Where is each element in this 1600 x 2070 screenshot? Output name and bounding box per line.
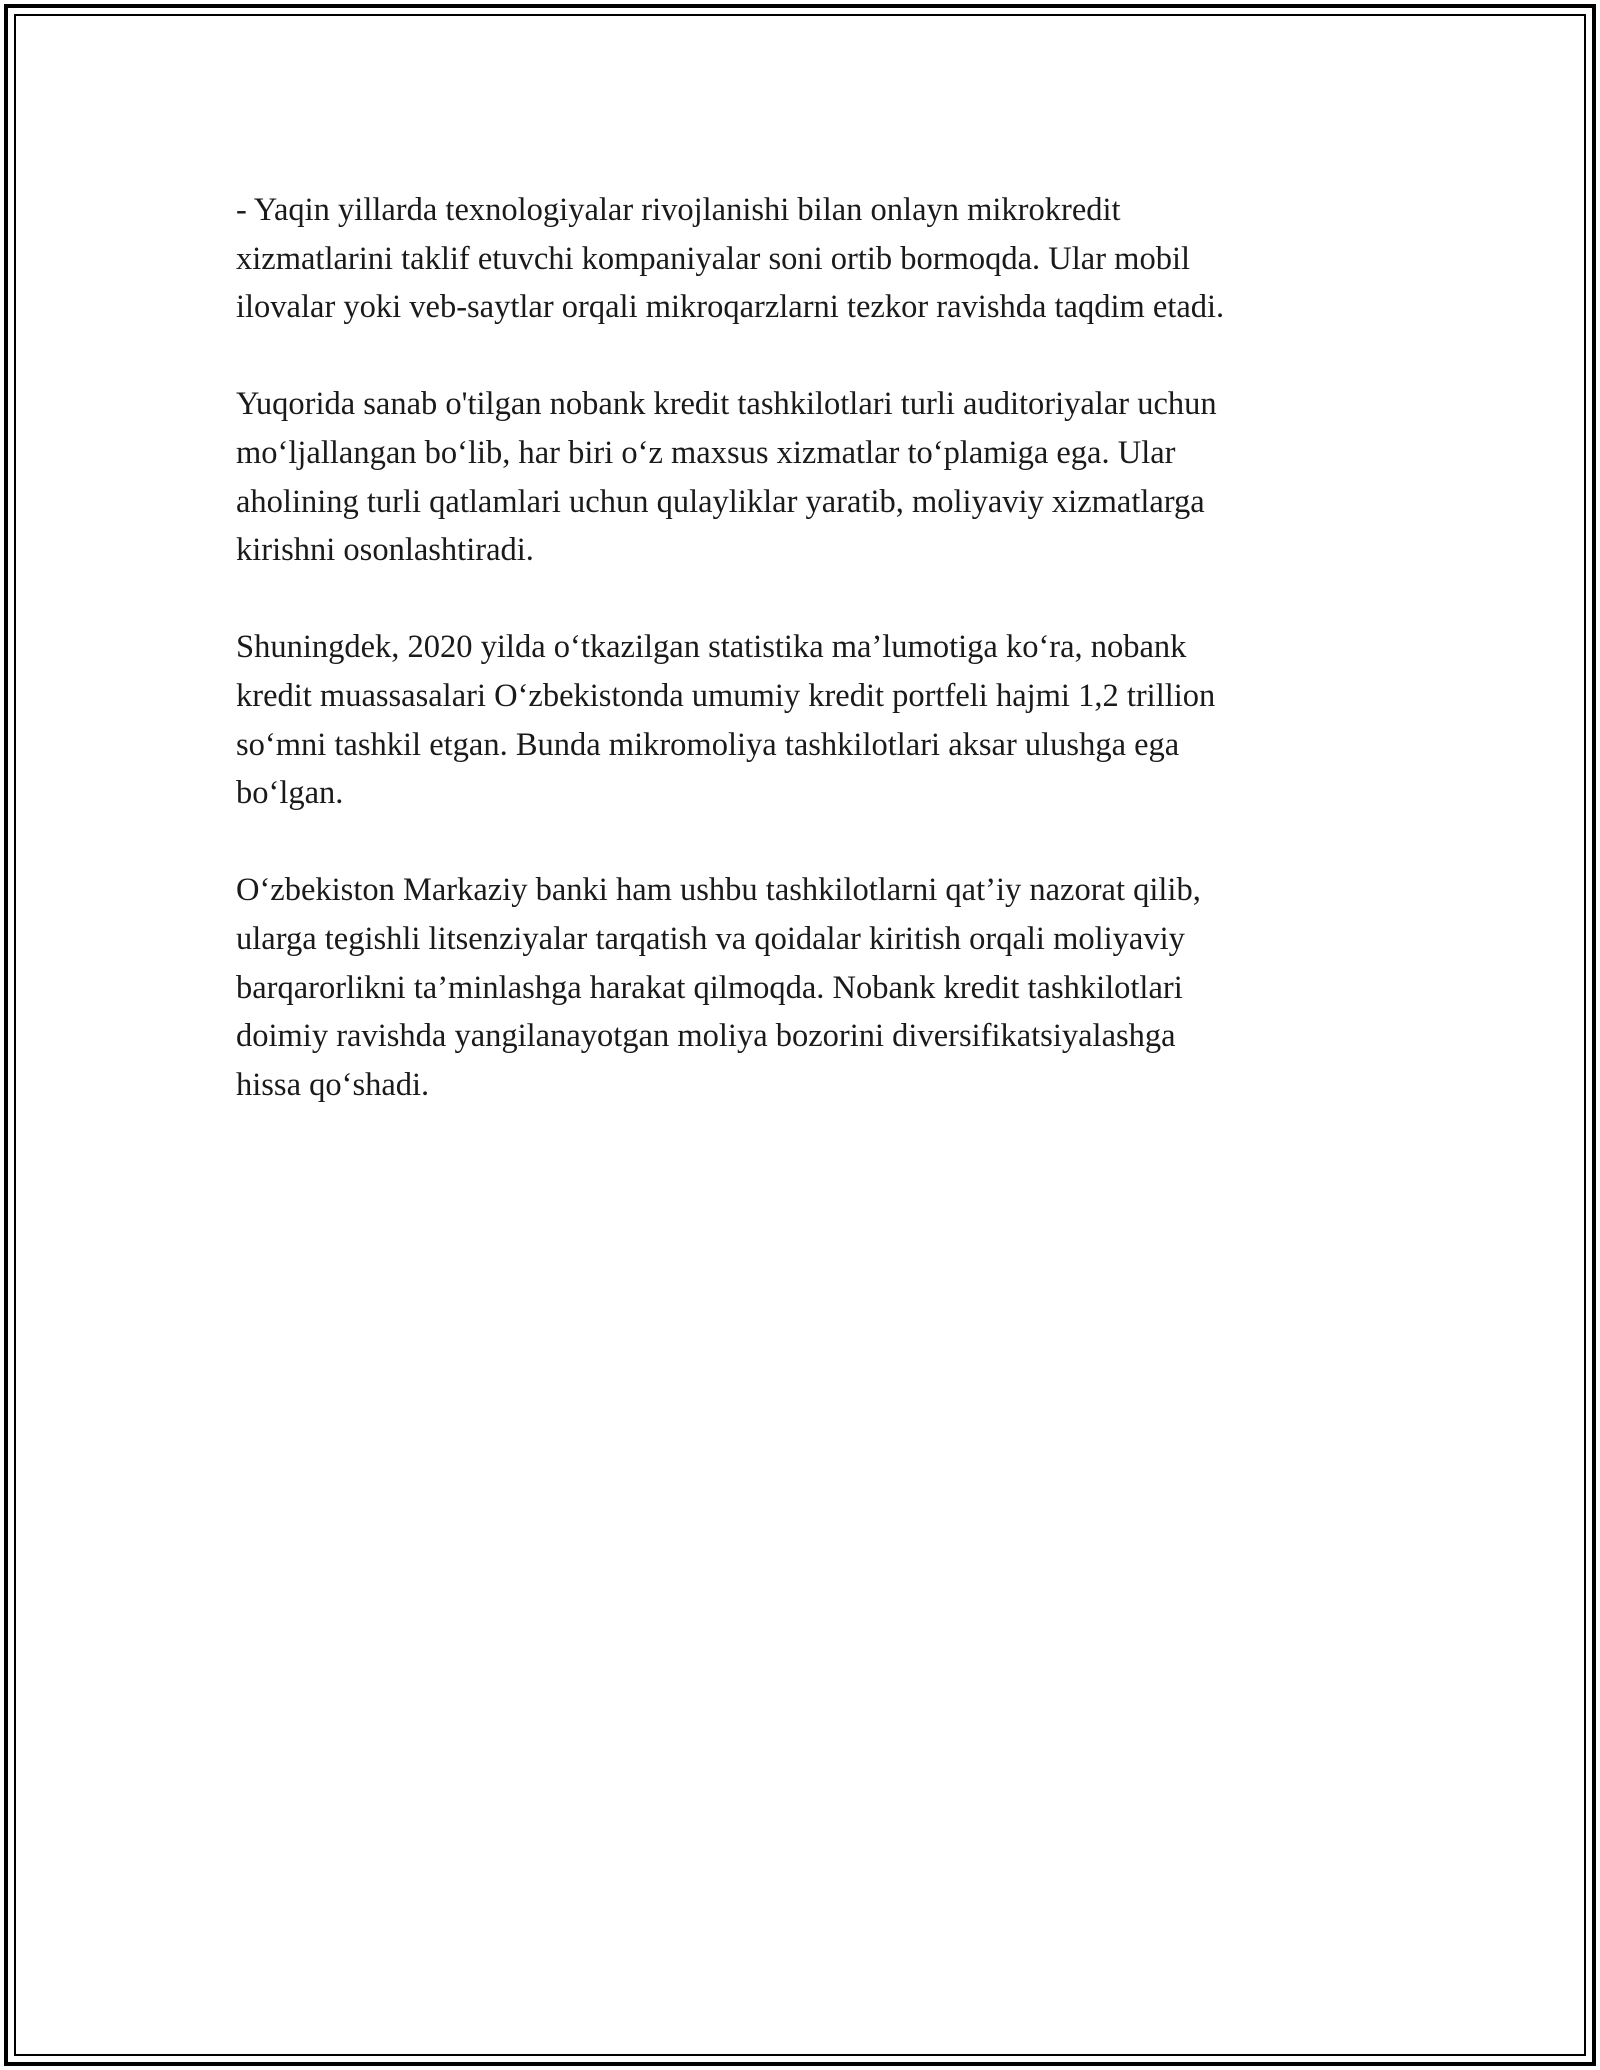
paragraph-online-microcredit: - Yaqin yillarda texnologiyalar rivojlanishi bilan onlayn mikrokredit xizmatlarini taklif etuvchi kompaniyalar soni ortib bormoqda. Ular mobil ilovalar yoki veb-saytlar orqali mikroqarzlarni tezkor ravishda taqdim etadi. (236, 192, 1225, 326)
paragraph-statistics: Shuningdek, 2020 yilda o‘tkazilgan statistika ma’lumotiga ko‘ra, nobank kredit muassasalari O‘zbekistonda umumiy kredit portfeli hajmi 1,2 trillion so‘mni tashkil etgan. Bunda mikromoliya tashkilotlari aksar ulushga ega bo‘lgan. (236, 629, 1216, 812)
paragraph-audiences: Yuqorida sanab o'tilgan nobank kredit tashkilotlari turli auditoriyalar uchun mo‘ljallangan bo‘lib, har biri o‘z maxsus xizmatlar to‘plamiga ega. Ular aholining turli qatlamlari uchun qulayliklar yaratib, moliyaviy xizmatlarga kirishni osonlashtiradi. (236, 386, 1217, 569)
paragraph-central-bank: O‘zbekiston Markaziy banki ham ushbu tashkilotlarni qat’iy nazorat qilib, ularga tegishli litsenziyalar tarqatish va qoidalar kiritish orqali moliyaviy barqarorlikni ta’minlashga harakat qilmoqda. Nobank kredit tashkilotlari doimiy ravishda yangilanayotgan moliya bozorini diversifikatsiyalashga hissa qo‘shadi. (236, 872, 1201, 1103)
document-body (236, 186, 1376, 1158)
